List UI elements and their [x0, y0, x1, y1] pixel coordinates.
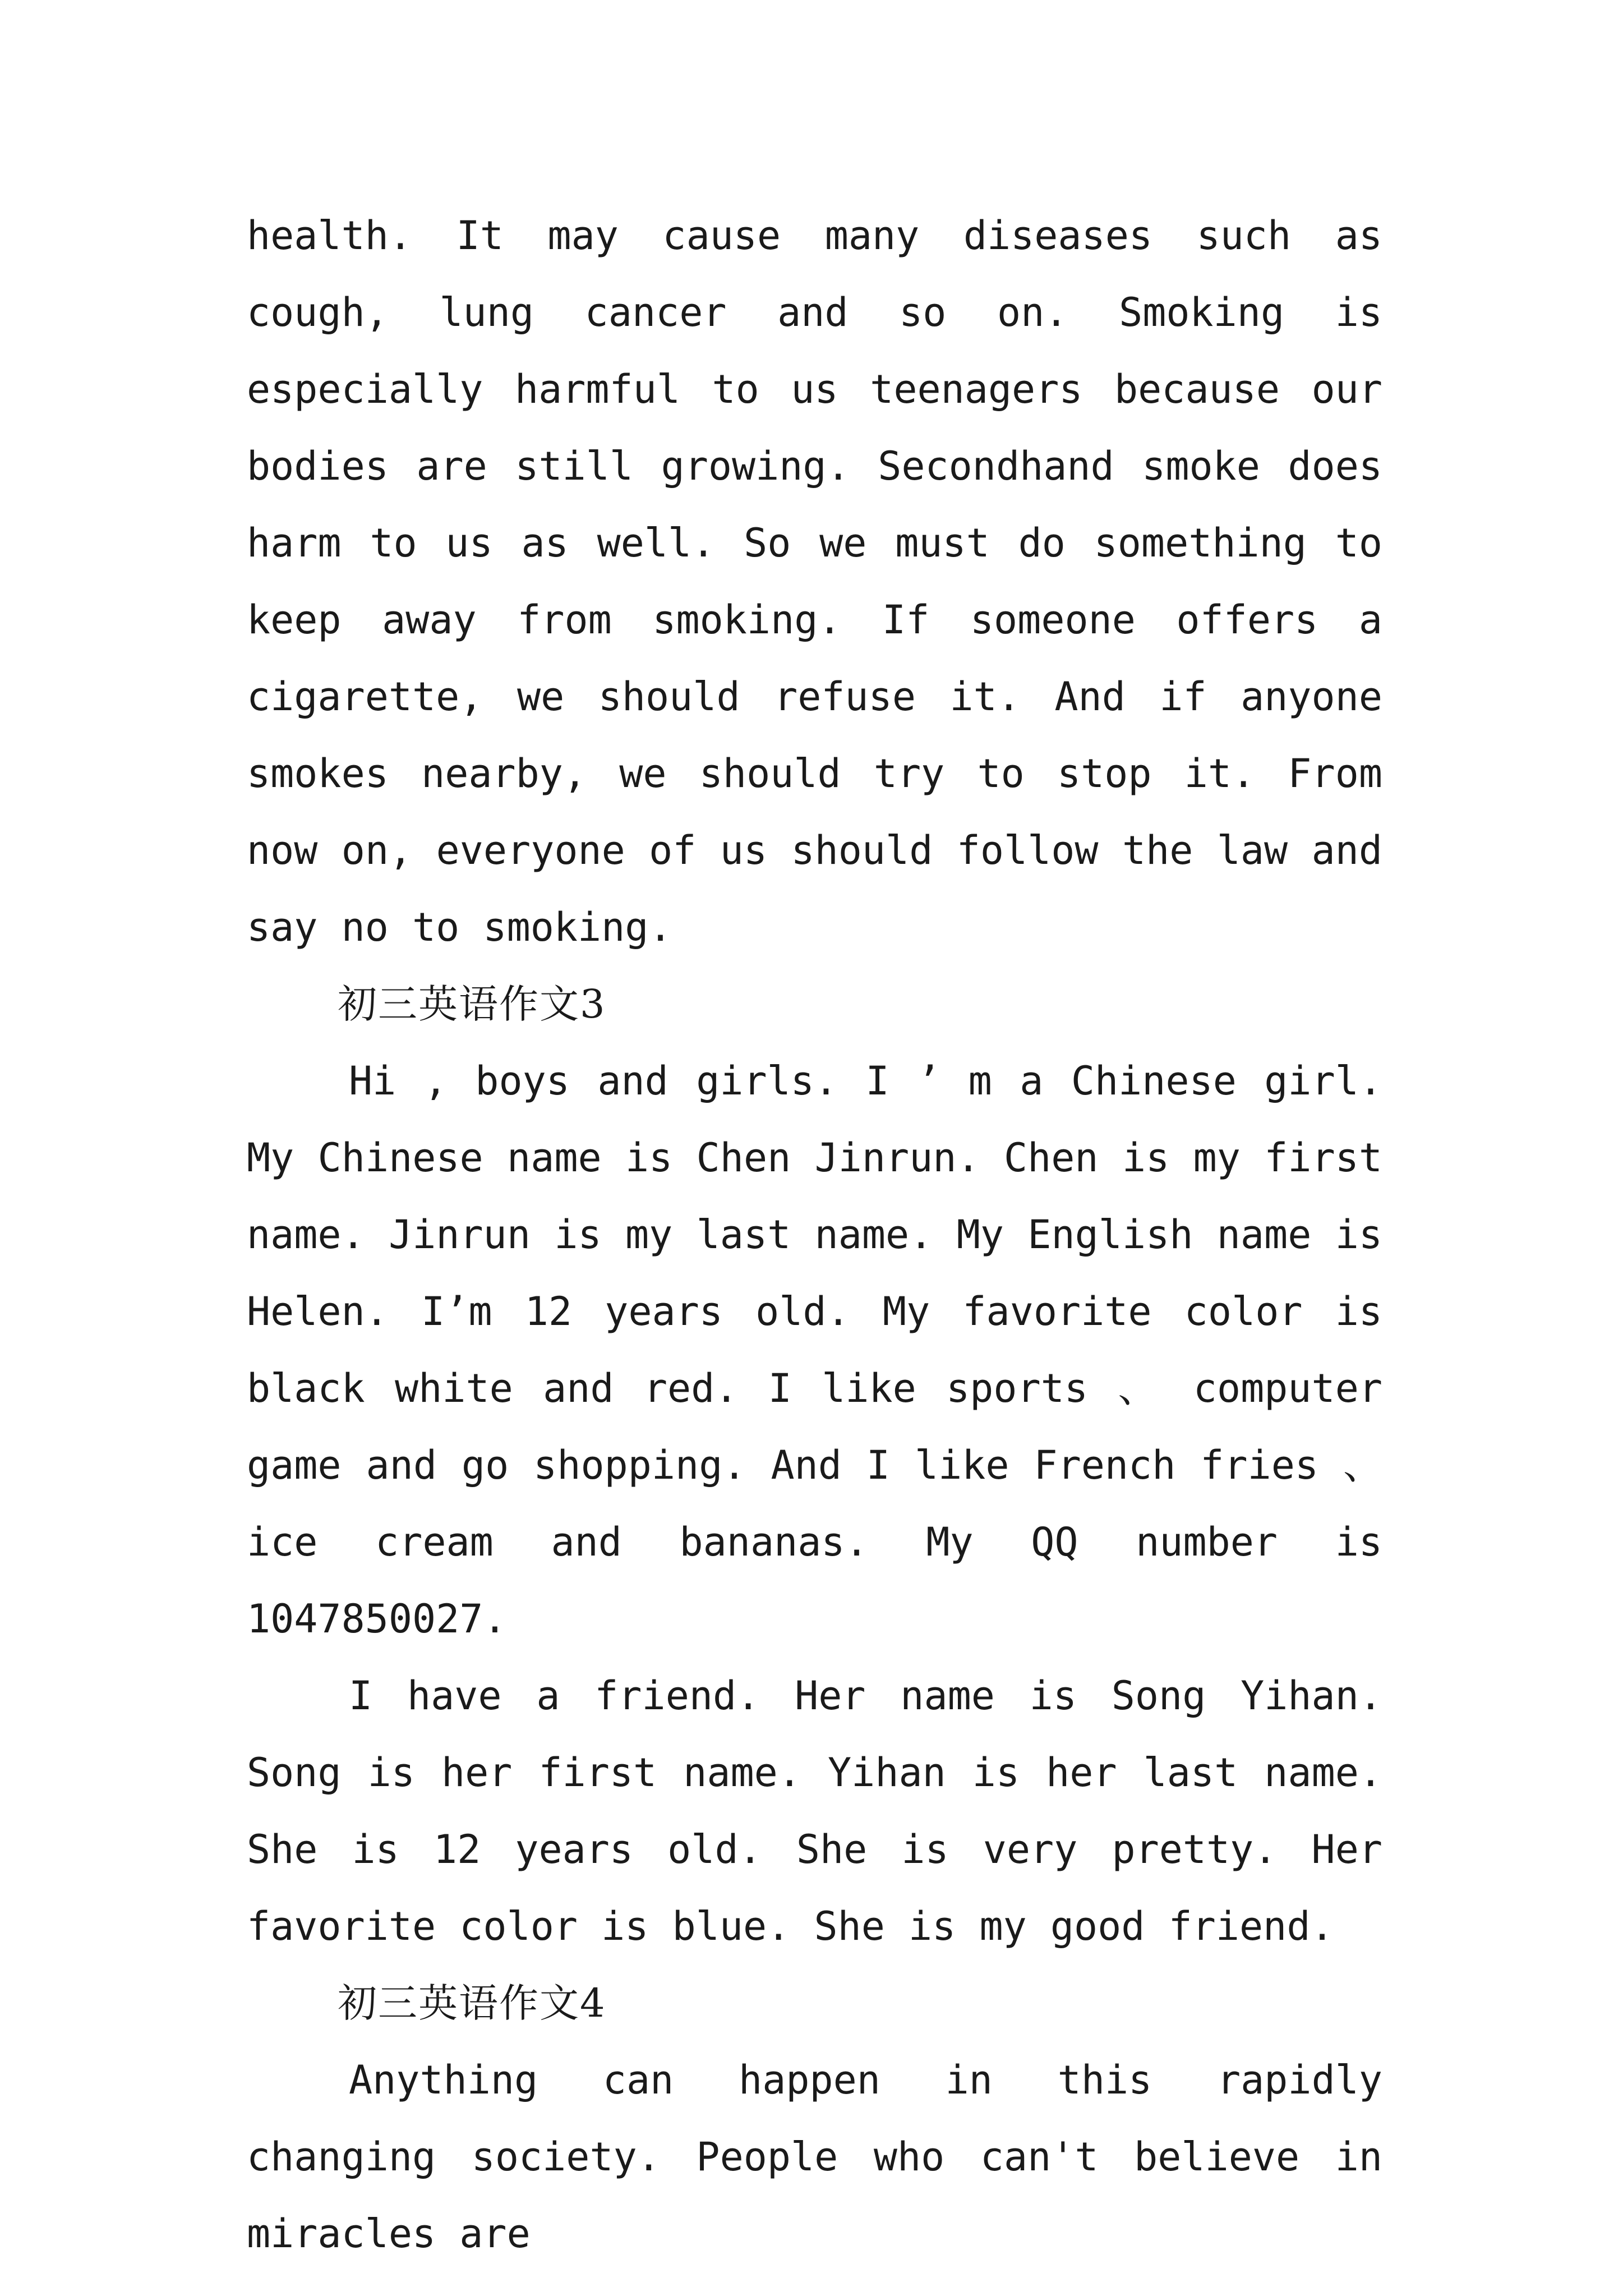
document-body	[247, 197, 1382, 2272]
section-heading-essay-3: 初三英语作文3	[338, 981, 606, 1027]
section-heading-essay-4: 初三英语作文4	[338, 1980, 606, 2026]
paragraph-friend-description: I have a friend. Her name is Song Yihan. Song is her first name. Yihan is her last name. She is 12 years old. She is very pretty. Her favorite color is blue. She is my good friend.	[247, 1673, 1382, 1949]
paragraph-smoking-conclusion: health. It may cause many diseases such as cough, lung cancer and so on. Smoking is especially harmful to us teenagers because our bodies are still growing. Secondhand smoke does harm to us as well. So we must do something to keep away from smoking. If someone offers a cigarette, we should refuse it. And if anyone smokes nearby, we should try to stop it. From now on, everyone of us should follow the law and say no to smoking.	[247, 213, 1382, 950]
paragraph-self-introduction: Hi , boys and girls. I ’ m a Chinese girl. My Chinese name is Chen Jinrun. Chen is my first name. Jinrun is my last name. My English name is Helen. I’m 12 years old. My favorite color is black white and red. I like sports 、 computer game and go shopping. And I like French fries 、 ice cream and bananas. My QQ number is 1047850027.	[247, 1058, 1382, 1642]
paragraph-miracles-intro: Anything can happen in this rapidly changing society. People who can't believe in miracles are	[247, 2057, 1382, 2257]
